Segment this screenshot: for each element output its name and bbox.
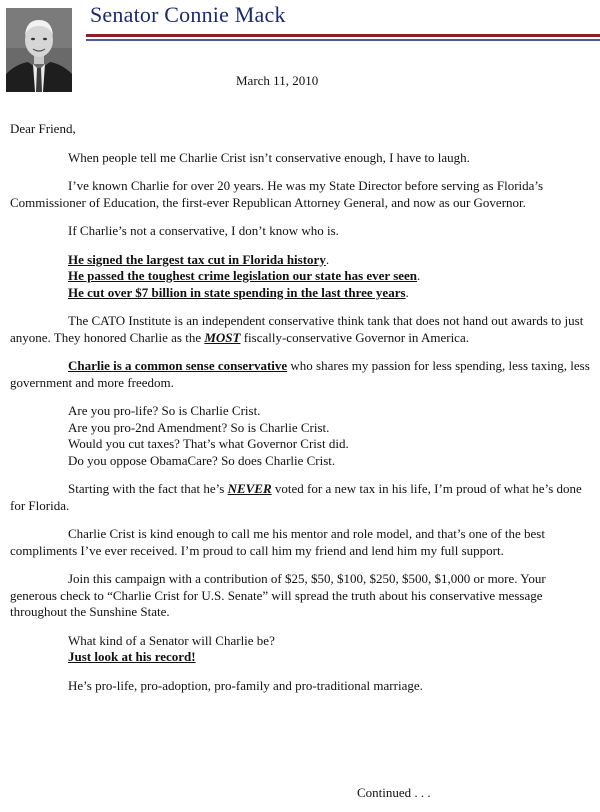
- record-spending: He cut over $7 billion in state spending in the last three years: [68, 284, 406, 300]
- senator-question: What kind of a Senator will Charlie be?: [68, 632, 275, 648]
- letter-date: March 11, 2010: [236, 73, 319, 88]
- paragraph-pro-life: He’s pro-life, pro-adoption, pro-family and pro-traditional marriage.: [68, 677, 423, 693]
- senator-question-block: [10, 633, 595, 666]
- record-list: [10, 252, 595, 302]
- record-period: .: [405, 284, 409, 300]
- salutation: Dear Friend,: [10, 121, 76, 136]
- record-tax-cut: He signed the largest tax cut in Florida history: [68, 251, 326, 267]
- paragraph-cato: [10, 313, 595, 346]
- record-period: .: [417, 268, 421, 283]
- question-item: Would you cut taxes? That’s what Governor Crist did.: [68, 436, 349, 451]
- senator-portrait-photo: [6, 8, 72, 92]
- record-item: [68, 252, 595, 269]
- letterhead-rule-blue: [86, 39, 600, 41]
- common-sense-rest: who shares my passion for less spending, less taxing, less government and more freedom.: [10, 358, 590, 390]
- paragraph-who-is: If Charlie’s not a conservative, I don’t know who is.: [68, 223, 339, 238]
- cato-text-before: The CATO Institute is an independent conservative think tank that does not hand out awards to just anyone. They honored Charlie as the: [10, 313, 584, 345]
- paragraph-common-sense: [10, 358, 595, 391]
- common-sense-bold: Charlie is a common sense conservative: [68, 358, 288, 373]
- never-text-before: Starting with the fact that he’s: [68, 481, 228, 496]
- record-item: [68, 268, 595, 285]
- record-item: [68, 285, 595, 302]
- letter-body: [10, 121, 595, 694]
- continued-label: Continued . . .: [357, 785, 431, 800]
- record-period: .: [325, 251, 330, 267]
- paragraph-laugh: When people tell me Charlie Crist isn’t conservative enough, I have to laugh.: [68, 149, 470, 165]
- question-item: Do you oppose ObamaCare? So does Charlie Crist.: [68, 452, 336, 468]
- letterhead-rule-red: [86, 34, 600, 37]
- question-item: Are you pro-2nd Amendment? So is Charlie Crist.: [68, 419, 330, 435]
- question-list: [10, 403, 595, 469]
- paragraph-mentor: Charlie Crist is kind enough to call me his mentor and role model, and that’s one of the best compliments I’ve ever received. I’m proud to call him my friend and lend him my full support.: [10, 526, 545, 558]
- paragraph-contribution: Join this campaign with a contribution of $25, $50, $100, $250, $500, $1,000 or more. Your generous check to “Charlie Crist for U.S. Senate” will spread the truth about his conservative message throughout the Sunshine State.: [10, 571, 546, 619]
- cato-emphasis: MOST: [204, 329, 241, 345]
- paragraph-never: [10, 481, 595, 514]
- paragraph-known-charlie: I’ve known Charlie for over 20 years. He was my State Director before serving as Florida’s Commissioner of Education, the first-ever Republican Attorney General, and now as our Governor.: [10, 178, 544, 210]
- cato-text-after: fiscally-conservative Governor in America.: [240, 329, 469, 345]
- letterhead-name: Senator Connie Mack: [90, 2, 286, 27]
- record-crime: He passed the toughest crime legislation our state has ever seen: [68, 268, 418, 283]
- never-emphasis: NEVER: [227, 481, 272, 496]
- never-text-after: voted for a new tax in his life, I’m proud of what he’s done for Florida.: [10, 481, 582, 513]
- look-at-record: Just look at his record!: [68, 649, 196, 664]
- question-item: Are you pro-life? So is Charlie Crist.: [68, 403, 261, 418]
